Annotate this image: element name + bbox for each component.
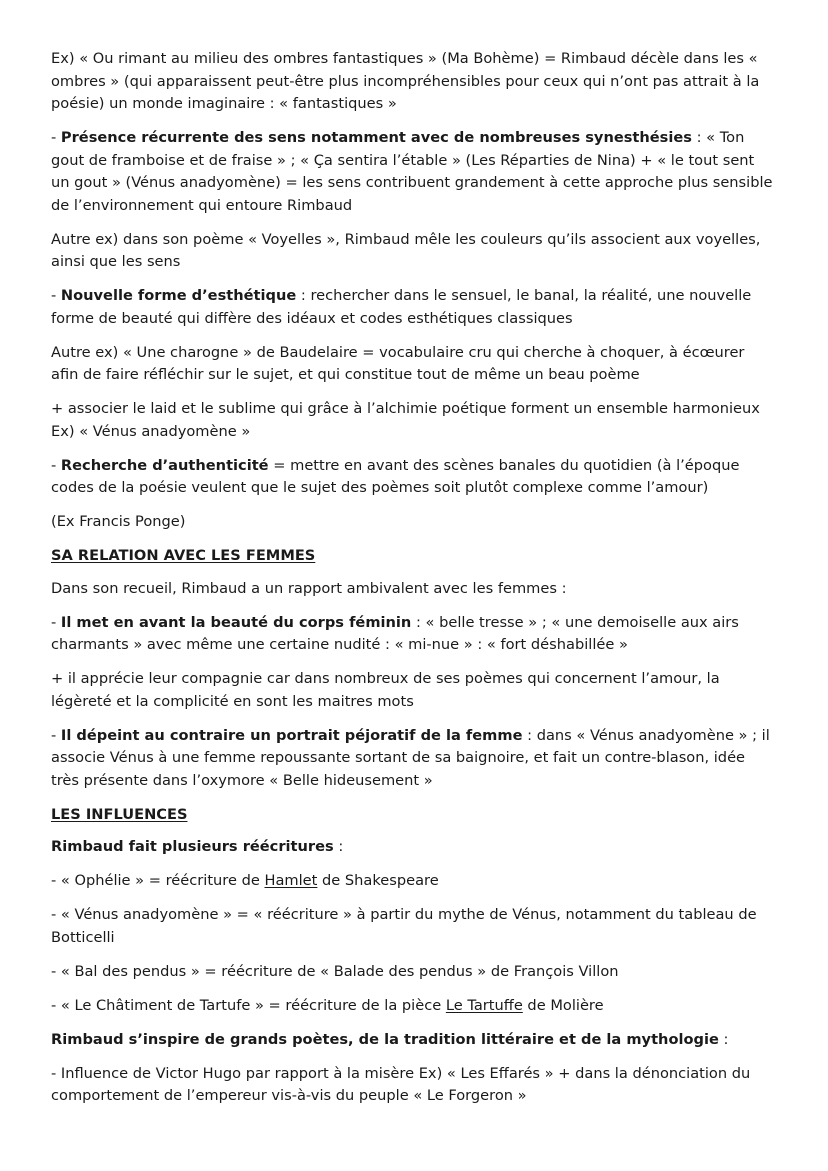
list-item-ophelie: - « Ophélie » = réécriture de Hamlet de Shakespeare <box>51 872 439 889</box>
section-heading-femmes: SA RELATION AVEC LES FEMMES <box>51 547 316 564</box>
paragraph-synesthesies: - Présence récurrente des sens notamment avec de nombreuses synesthésies : « Ton gout de framboise et de fraise » ; « Ça sentira l’étable » (Les Réparties de Nina) + « le tout sent un gout » (Vénus anadyomène) = les sens contribuent grandement à cette approche plus sensible de l’environnement qui entoure Rimbaud <box>51 129 773 214</box>
underlined-title: Hamlet <box>264 872 318 889</box>
paragraph-recueil: Dans son recueil, Rimbaud a un rapport ambivalent avec les femmes : <box>51 579 567 597</box>
paragraph-laid-sublime: + associer le laid et le sublime qui grâce à l’alchimie poétique forment un ensemble harmonieux Ex) « Vénus anadyomène » <box>51 400 760 440</box>
list-item-victor-hugo: - Influence de Victor Hugo par rapport à la misère Ex) « Les Effarés » + dans la dénonciation du comportement de l’empereur vis-à-vis du peuple « Le Forgeron » <box>51 1064 751 1104</box>
section-heading-influences: LES INFLUENCES <box>51 805 188 823</box>
bold-phrase: Rimbaud fait plusieurs réécritures <box>51 838 334 855</box>
paragraph-inspiration: Rimbaud s’inspire de grands poètes, de la tradition littéraire et de la mythologie : <box>51 1030 729 1048</box>
paragraph-ponge: (Ex Francis Ponge) <box>51 513 186 530</box>
list-item-bal-des-pendus: - « Bal des pendus » = réécriture de « Balade des pendus » de François Villon <box>51 962 619 980</box>
bold-phrase: Recherche d’authenticité <box>60 456 269 474</box>
list-item-venus: - « Vénus anadyomène » = « réécriture » à partir du mythe de Vénus, notamment du tableau de Botticelli <box>51 906 757 946</box>
paragraph-corps-feminin: - Il met en avant la beauté du corps féminin : « belle tresse » ; « une demoiselle aux airs charmants » avec même une certaine nudité : « mi-nue » : « fort déshabillée » <box>51 613 739 653</box>
paragraph-reecritures: Rimbaud fait plusieurs réécritures : <box>51 838 344 855</box>
paragraph-voyelles: Autre ex) dans son poème « Voyelles », Rimbaud mêle les couleurs qu’ils associent aux voyelles, ainsi que les sens <box>51 230 761 270</box>
paragraph-esthetique: - Nouvelle forme d’esthétique : rechercher dans le sensuel, le banal, la réalité, une nouvelle forme de beauté qui diffère des idéaux et codes esthétiques classiques <box>51 287 752 327</box>
underlined-title: Le Tartuffe <box>445 996 523 1014</box>
paragraph-compagnie: + il apprécie leur compagnie car dans nombreux de ses poèmes qui concernent l’amour, la légèreté et la complicité en sont les maitres mots <box>51 670 720 710</box>
paragraph-charogne: Autre ex) « Une charogne » de Baudelaire = vocabulaire cru qui cherche à choquer, à écœurer afin de faire réfléchir sur le sujet, et qui constitue tout de même un beau poème <box>51 343 745 383</box>
bold-phrase: Rimbaud s’inspire de grands poètes, de la tradition littéraire et de la mythologie <box>51 1030 719 1048</box>
bold-phrase: Nouvelle forme d’esthétique <box>60 287 297 304</box>
document-page <box>51 48 773 1119</box>
bold-phrase: Il dépeint au contraire un portrait péjoratif de la femme <box>60 726 523 744</box>
paragraph-ma-boheme: Ex) « Ou rimant au milieu des ombres fantastiques » (Ma Bohème) = Rimbaud décèle dans les « ombres » (qui apparaissent peut-être plus incompréhensibles pour ceux qui n’ont pas attrait à la poésie) un monde imaginaire : « fantastiques » <box>51 50 760 112</box>
list-item-tartufe: - « Le Châtiment de Tartufe » = réécriture de la pièce Le Tartuffe de Molière <box>51 996 604 1014</box>
paragraph-authenticite: - Recherche d’authenticité = mettre en avant des scènes banales du quotidien (à l’époque codes de la poésie veulent que le sujet des poèmes soit plutôt complexe comme l’amour) <box>51 456 740 496</box>
bold-phrase: Présence récurrente des sens notamment avec de nombreuses synesthésies <box>60 129 692 146</box>
paragraph-portrait-pejoratif: - Il dépeint au contraire un portrait péjoratif de la femme : dans « Vénus anadyomène » ; il associe Vénus à une femme repoussante sortant de sa baignoire, et fait un contre-blason, idée très présente dans l’oxymore « Belle hideusement » <box>51 726 770 789</box>
bold-phrase: Il met en avant la beauté du corps féminin <box>60 613 412 631</box>
